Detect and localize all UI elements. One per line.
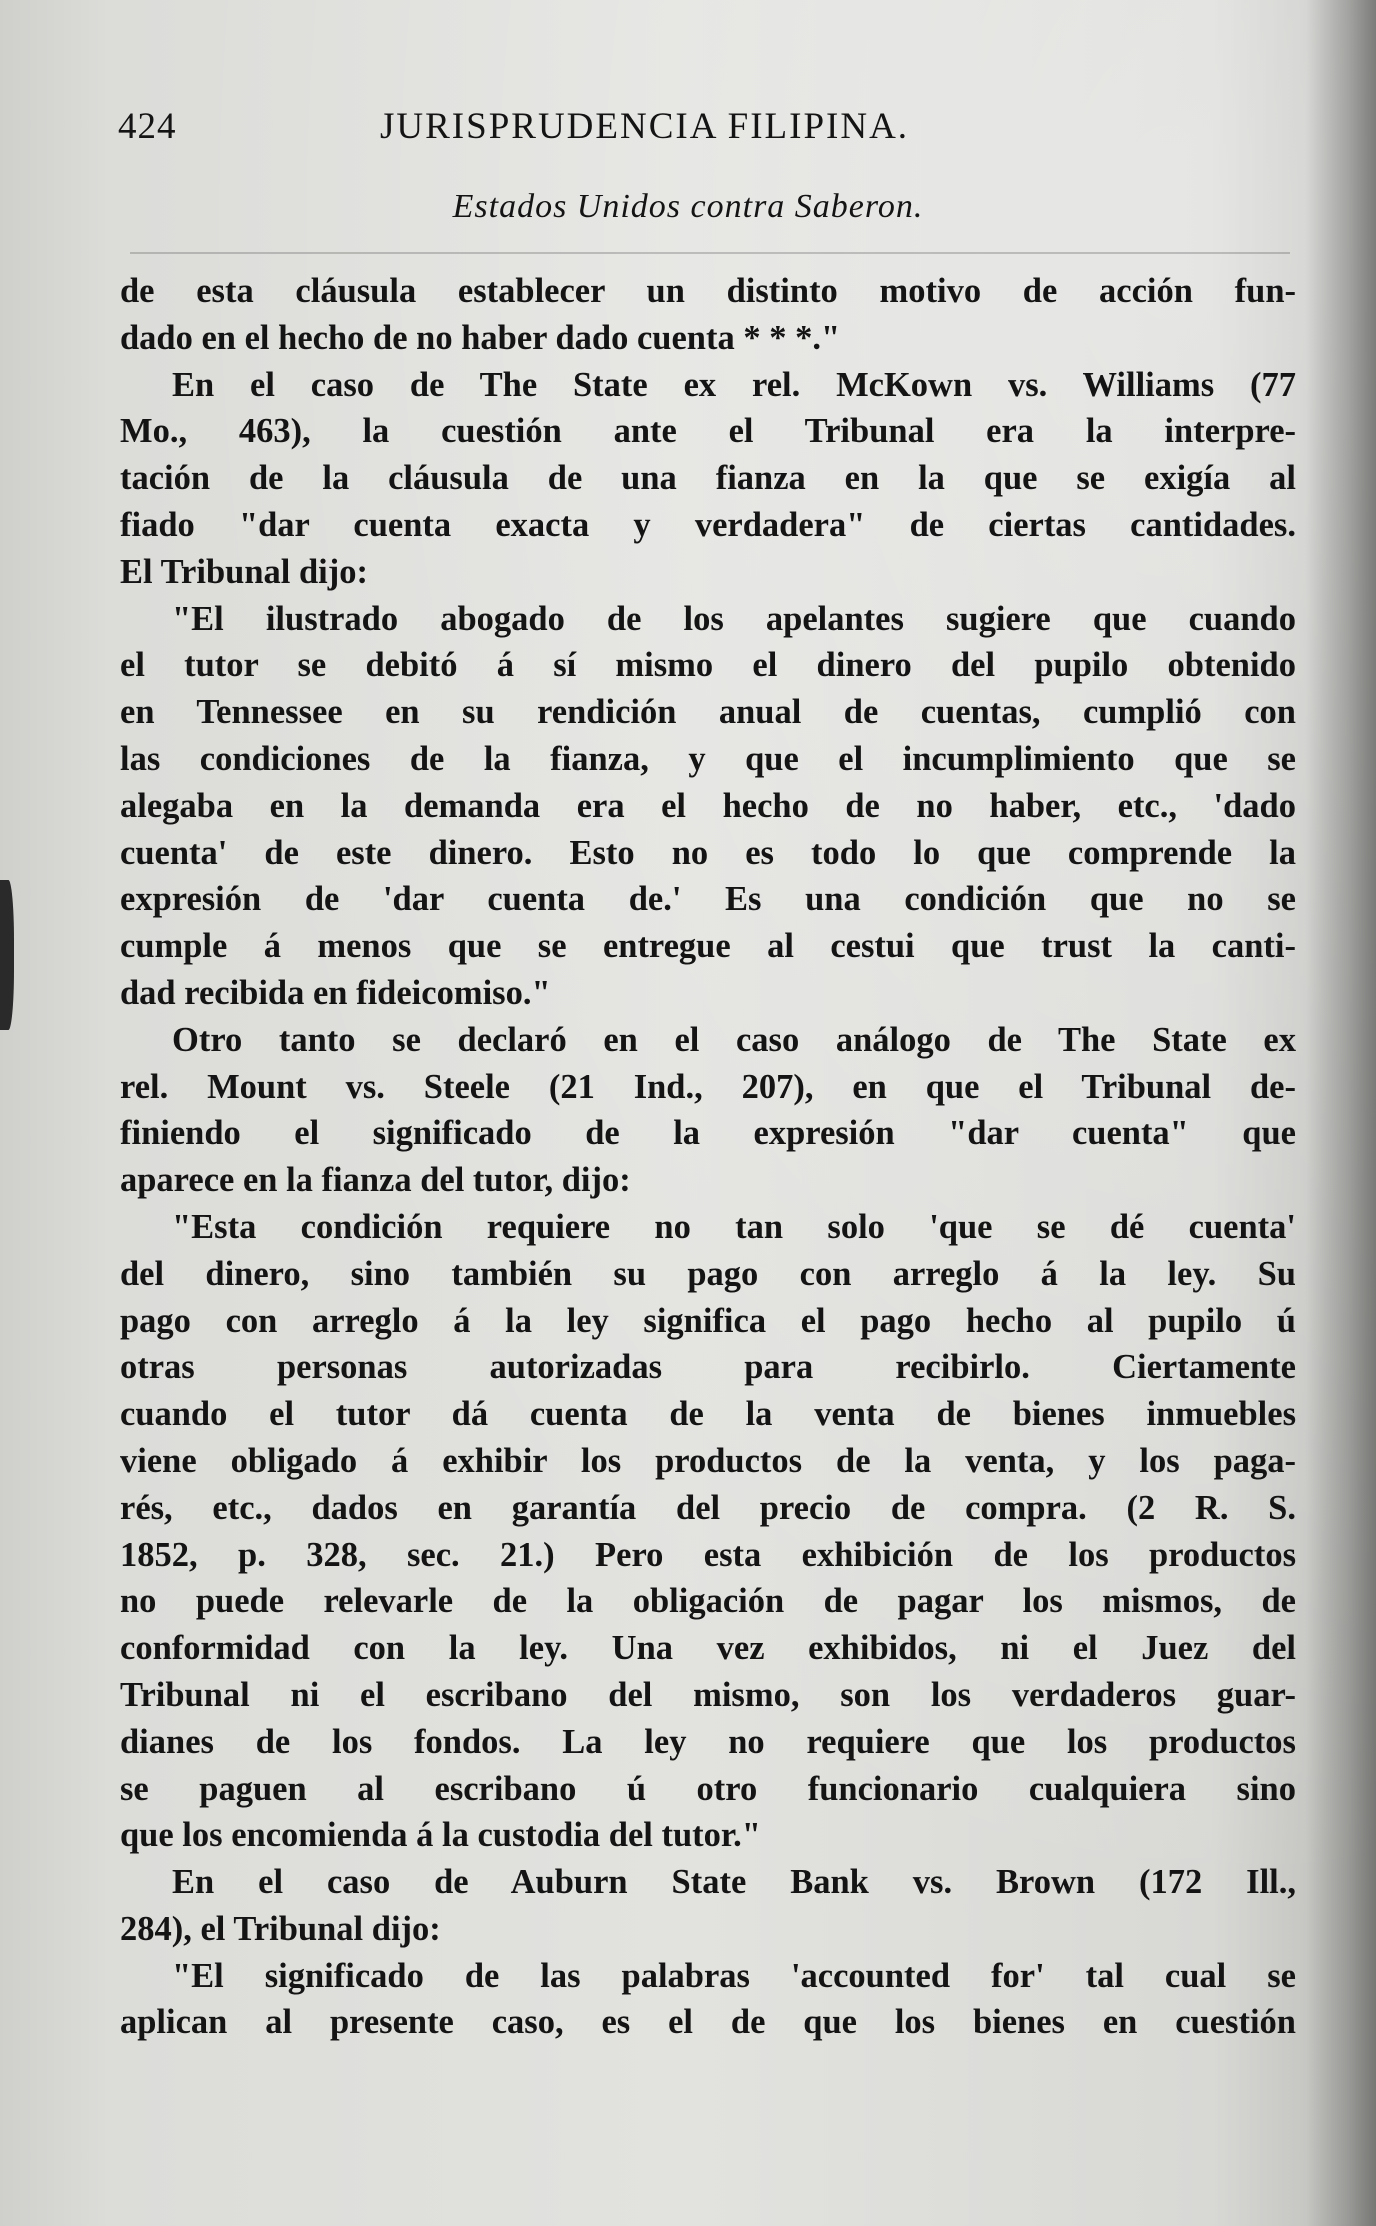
case-title: Estados Unidos contra Saberon. <box>452 188 924 225</box>
text-line: Otro tanto se declaró en el caso análogo de The State ex <box>172 1020 1296 1059</box>
text-line: dado en el hecho de no haber dado cuenta * * *." <box>120 318 841 357</box>
text-line: fiado "dar cuenta exacta y verdadera" de ciertas cantidades. <box>120 505 1296 544</box>
header-rule <box>130 252 1290 254</box>
text-line: aparece en la fianza del tutor, dijo: <box>120 1161 631 1200</box>
text-line: dad recibida en fideicomiso." <box>120 973 551 1012</box>
text-line: Tribunal ni el escribano del mismo, son los verdaderos guar- <box>120 1675 1296 1714</box>
text-line: En el caso de The State ex rel. McKown vs. Williams (77 <box>172 365 1296 404</box>
body-text <box>120 268 1296 2046</box>
text-line: "El significado de las palabras 'accounted for' tal cual se <box>172 1956 1296 1995</box>
binding-mark <box>0 880 14 1030</box>
text-line: El Tribunal dijo: <box>120 552 368 591</box>
text-line: dianes de los fondos. La ley no requiere que los productos <box>120 1722 1296 1761</box>
text-line: no puede relevarle de la obligación de pagar los mismos, de <box>120 1582 1296 1621</box>
text-line: otras personas autorizadas para recibirlo. Ciertamente <box>120 1348 1296 1387</box>
text-line: viene obligado á exhibir los productos de la venta, y los paga- <box>120 1441 1296 1480</box>
text-line: 1852, p. 328, sec. 21.) Pero esta exhibición de los productos <box>120 1535 1296 1574</box>
text-line: las condiciones de la fianza, y que el incumplimiento que se <box>120 739 1296 778</box>
page-edge-shadow <box>1306 0 1376 2226</box>
text-line: alegaba en la demanda era el hecho de no haber, etc., 'dado <box>120 786 1296 825</box>
text-line: tación de la cláusula de una fianza en la que se exigía al <box>120 459 1296 498</box>
text-line: finiendo el significado de la expresión "dar cuenta" que <box>120 1114 1296 1153</box>
text-line: cumple á menos que se entregue al cestui que trust la canti- <box>120 927 1296 966</box>
text-line: "El ilustrado abogado de los apelantes sugiere que cuando <box>172 599 1296 638</box>
text-line: rel. Mount vs. Steele (21 Ind., 207), en que el Tribunal de- <box>120 1067 1296 1106</box>
text-line: cuenta' de este dinero. Esto no es todo lo que comprende la <box>120 833 1296 872</box>
text-line: se paguen al escribano ú otro funcionario cualquiera sino <box>120 1769 1296 1808</box>
text-line: el tutor se debitó á sí mismo el dinero del pupilo obtenido <box>120 646 1296 685</box>
text-line: de esta cláusula establecer un distinto motivo de acción fun- <box>120 272 1296 310</box>
text-line: cuando el tutor dá cuenta de la venta de bienes inmuebles <box>120 1395 1296 1434</box>
text-line: en Tennessee en su rendición anual de cuentas, cumplió con <box>120 693 1296 732</box>
text-line: expresión de 'dar cuenta de.' Es una condición que no se <box>120 880 1296 919</box>
text-line: En el caso de Auburn State Bank vs. Brown (172 Ill., <box>172 1863 1296 1902</box>
text-line: que los encomienda á la custodia del tutor." <box>120 1816 761 1855</box>
text-line: pago con arreglo á la ley significa el pago hecho al pupilo ú <box>120 1301 1296 1340</box>
running-title: JURISPRUDENCIA FILIPINA. <box>380 106 910 147</box>
text-line: conformidad con la ley. Una vez exhibidos, ni el Juez del <box>120 1629 1296 1668</box>
text-line: rés, etc., dados en garantía del precio de compra. (2 R. S. <box>120 1488 1296 1527</box>
page-header <box>118 105 1298 165</box>
text-line: aplican al presente caso, es el de que los bienes en cuestión <box>120 2003 1296 2042</box>
text-line: 284), el Tribunal dijo: <box>120 1909 441 1948</box>
text-line: "Esta condición requiere no tan solo 'que se dé cuenta' <box>172 1207 1296 1246</box>
text-line: Mo., 463), la cuestión ante el Tribunal era la interpre- <box>120 412 1296 451</box>
text-line: del dinero, sino también su pago con arreglo á la ley. Su <box>120 1254 1296 1293</box>
page-number: 424 <box>118 106 177 147</box>
